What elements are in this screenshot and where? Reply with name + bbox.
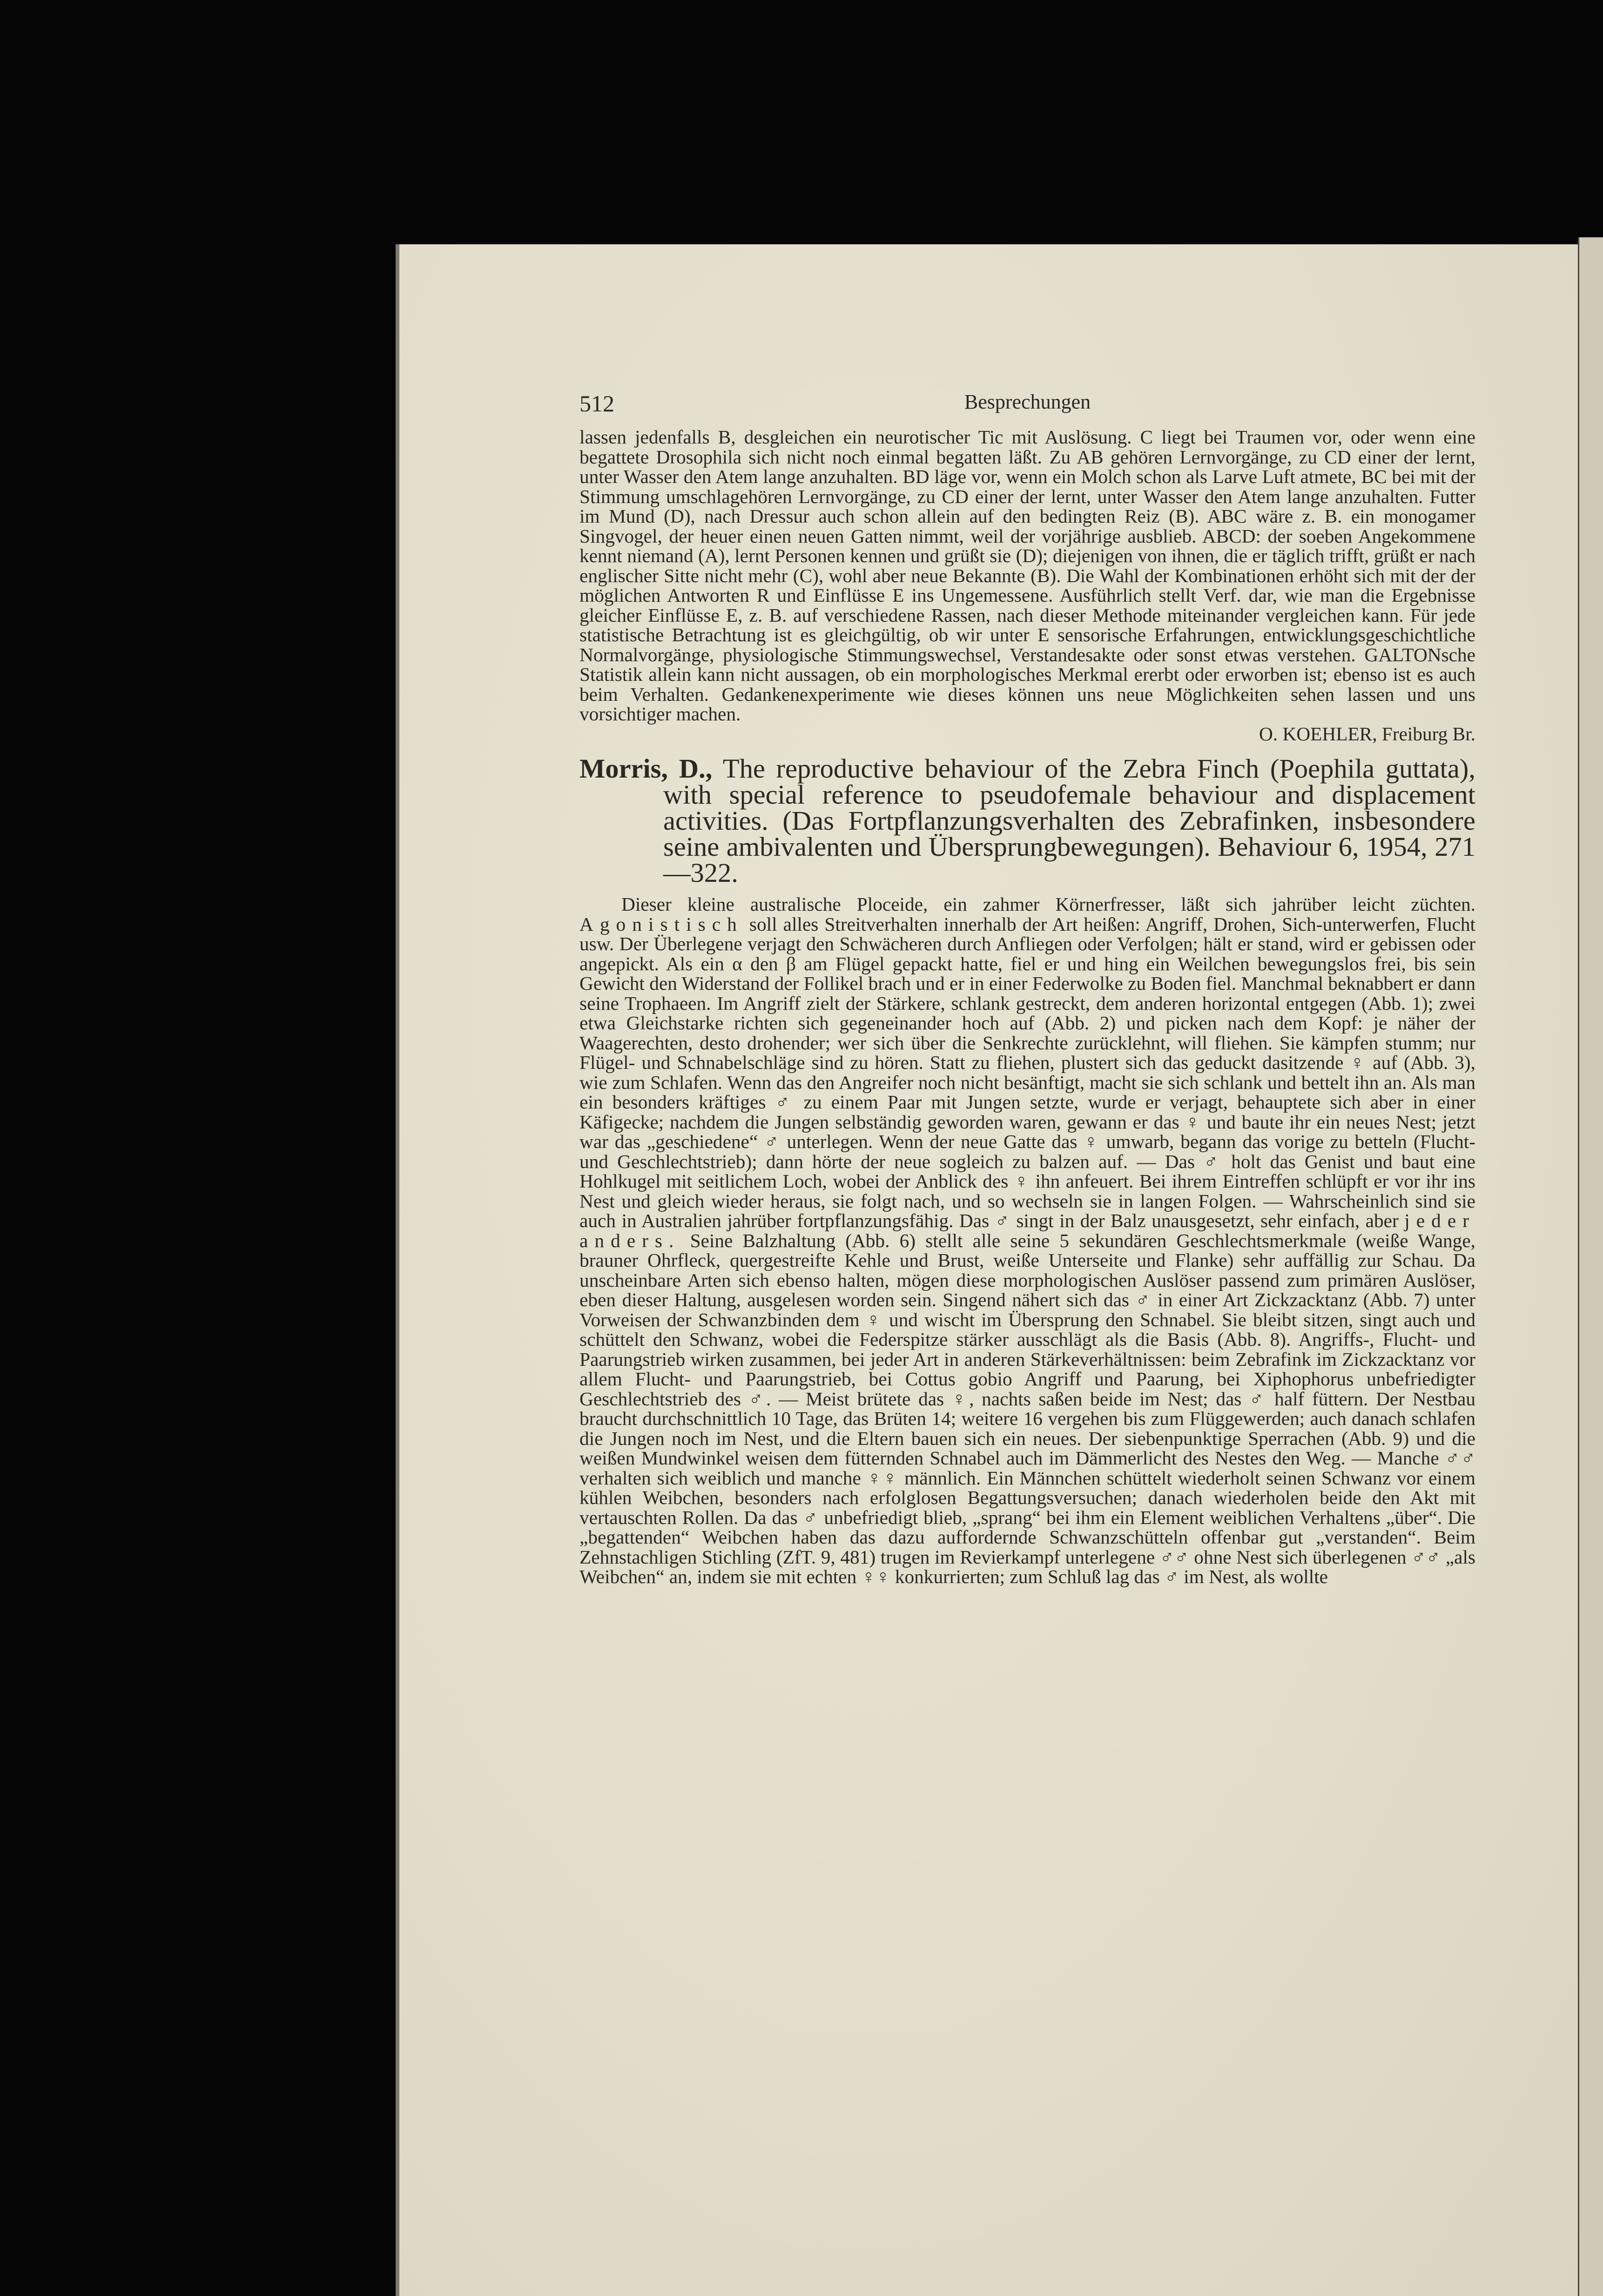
review-body xyxy=(579,894,1475,1587)
running-head: Besprechungen xyxy=(964,390,1091,413)
previous-review-text: lassen jedenfalls B, desgleichen ein neurotischer Tic mit Auslösung. C liegt bei Traumen vor, oder wenn eine begattete Drosophila sich nicht noch einmal begatten läßt. Zu AB gehören Lernvorgänge, zu CD einer der lernt, unter Wasser den Atem lange anzuhalten. BD läge vor, wenn ein Molch schon als Larve Luft atmete, BC bei mit der Stimmung umschlagehören Lernvorgänge, zu CD einer der lernt, unter Wasser den Atem lange anzuhalten. Futter im Mund (D), nach Dressur auch schon allein auf den bedingten Reiz (B). ABC wäre z. B. ein monogamer Singvogel, der heuer einen neuen Gatten nimmt, weil der vorjährige ausblieb. ABCD: der soeben Angekommene kennt niemand (A), lernt Personen kennen und grüßt sie (D); diejenigen von ihnen, die er täglich trifft, grüßt er nach englischer Sitte nicht mehr (C), wohl aber neue Bekannte (B). Die Wahl der Kombinationen erhöht sich mit der der möglichen Antworten R und Einflüsse E ins Ungemessene. Ausführlich stellt Verf. dar, wie man die Ergebnisse gleicher Einflüsse E, z. B. auf verschiedene Rassen, nach dieser Methode miteinander vergleichen kann. Für jede statistische Betrachtung ist es gleichgültig, ob wir unter E sensorische Erfahrungen, entwicklungsgeschichtliche Normalvorgänge, physiologische Stimmungswechsel, Verstandesakte oder sonst etwas verstehen. GALTONsche Statistik allein kann nicht aussagen, ob ein morphologisches Merkmal ererbt oder erworben ist; ebenso ist es auch beim Verhalten. Gedankenexperimente wie dieses können uns neue Möglichkeiten sehen lassen und uns vorsichtiger machen. xyxy=(579,426,1475,725)
page-header xyxy=(579,390,1475,427)
review-author: Morris, D., xyxy=(579,753,713,784)
page-text-block xyxy=(579,390,1475,1587)
spaced-term-jeder-anders: jeder anders. xyxy=(579,1210,1475,1251)
review-body-part-1: Dieser kleine australische Ploceide, ein zahmer Körnerfresser, läßt sich jahrüber leicht züchten. xyxy=(621,893,1475,915)
page-number: 512 xyxy=(579,390,614,416)
spaced-term-agonistisch: Agonistisch xyxy=(579,913,743,935)
review-title: The reproductive behaviour of the Zebra Finch (Poephila guttata), with special reference to pseudofemale behaviour and displacement activities. (Das Fortpflanzungsverhalten des Zebrafinken, insbesondere seine ambivalenten und Übersprungbewegungen). Behaviour 6, 1954, 271—322. xyxy=(663,753,1476,888)
reviewer-signature: O. KOEHLER, Freiburg Br. xyxy=(1259,723,1475,745)
page-edge-shadow xyxy=(396,244,399,2296)
next-page-edge xyxy=(1578,237,1603,2296)
review-heading xyxy=(579,753,1476,888)
review-body-part-3: Seine Balzhaltung (Abb. 6) stellt alle seine 5 sekundären Geschlechtsmerkmale (weiße Wange, brauner Ohrfleck, quergestreifte Kehle und Brust, weiße Unterseite und Flanke) sehr auffällig zur Schau. Da unscheinbare Arten sich ebenso halten, mögen diese morphologischen Auslöser passend zum primären Auslöser, eben dieser Haltung, ausgelesen worden sein. Singend nähert sich das ♂ in einer Art Zickzacktanz (Abb. 7) unter Vorweisen der Schwanzbinden dem ♀ und wischt im Übersprung den Schnabel. Sie bleibt sitzen, singt auch und schüttelt den Schwanz, wobei die Federspitze stärker ausschlägt als die Basis (Abb. 8). Angriffs-, Flucht- und Paarungstrieb wirken zusammen, bei jeder Art in anderen Stärkeverhältnissen: beim Zebrafink im Zickzacktanz vor allem Flucht- und Paarungstrieb, bei Cottus gobio Angriff und Paarung, bei Xiphophorus unbefriedigter Geschlechtstrieb des ♂. — Meist brütete das ♀, nachts saßen beide im Nest; das ♂ half füttern. Der Nestbau braucht durchschnittlich 10 Tage, das Brüten 14; weitere 16 vergehen bis zum Flüggewerden; auch danach schlafen die Jungen noch im Nest, und die Eltern bauen sich ein neues. Der siebenpunktige Sperrachen (Abb. 9) und die weißen Mundwinkel weisen dem fütternden Schnabel auch im Dämmerlicht des Nestes den Weg. — Manche ♂♂ verhalten sich weiblich und manche ♀♀ männlich. Ein Männchen schüttelt wiederholt seinen Schwanz vor einem kühlen Weibchen, besonders nach erfolglosen Begattungsversuchen; danach wiederholen beide den Akt mit vertauschten Rollen. Da das ♂ unbefriedigt blieb, „sprang“ bei ihm ein Element weiblichen Verhaltens „über“. Die „begattenden“ Weibchen haben das dazu auffordernde Schwanzschütteln offenbar gut „verstanden“. Beim Zehnstachligen Stichling (ZfT. 9, 481) trugen im Revierkampf unterlegene ♂♂ ohne Nest sich überlegenen ♂♂ „als Weibchen“ an, indem sie mit echten ♀♀ konkurrierten; zum Schluß lag das ♂ im Nest, als wollte xyxy=(579,1229,1475,1587)
review-body-part-2: soll alles Streitverhalten innerhalb der Art heißen: Angriff, Drohen, Sich-unterwerfen, Flucht usw. Der Überlegene verjagt den Schwächeren durch Anfliegen oder Verfolgen; hält er stand, wird er gebissen oder angepickt. Als ein α den β am Flügel gepackt hatte, fiel er und hing ein Weilchen bewegungslos frei, bis sein Gewicht den Widerstand der Follikel brach und er in einer Federwolke zu Boden fiel. Manchmal beknabbert er dann seine Trophaeen. Im Angriff zielt der Stärkere, schlank gestreckt, dem anderen horizontal entgegen (Abb. 1); zwei etwa Gleichstarke richten sich gegeneinander hoch auf (Abb. 2) und picken nach dem Kopf: je näher der Waagerechten, desto drohender; wer sich über die Senkrechte zurücklehnt, will fliehen. Sie kämpfen stumm; nur Flügel- und Schnabelschläge sind zu hören. Statt zu fliehen, plustert sich das geduckt dasitzende ♀ auf (Abb. 3), wie zum Schlafen. Wenn das den Angreifer noch nicht besänftigt, macht sie sich schlank und bettelt ihn an. Als man ein besonders kräftiges ♂ zu einem Paar mit Jungen setzte, wurde er verjagt, behauptete sich aber in einer Käfigecke; nachdem die Jungen selbständig geworden waren, gewann er das ♀ und baute ihr ein neues Nest; jetzt war das „geschiedene“ ♂ unterlegen. Wenn der neue Gatte das ♀ umwarb, begann das vorige zu betteln (Flucht- und Geschlechtstrieb); dann hörte der neue sogleich zu balzen auf. — Das ♂ holt das Genist und baut eine Hohlkugel mit seitlichem Loch, wobei der Anblick des ♀ ihn anfeuert. Bei ihrem Eintreffen schlüpft er vor ihr ins Nest und gleich wieder heraus, sie folgt nach, und so wechseln sie in langen Folgen. — Wahrscheinlich sind sie auch in Australien jahrüber fortpflanzungsfähig. Das ♂ singt in der Balz unausgesetzt, sehr einfach, aber xyxy=(579,913,1476,1231)
